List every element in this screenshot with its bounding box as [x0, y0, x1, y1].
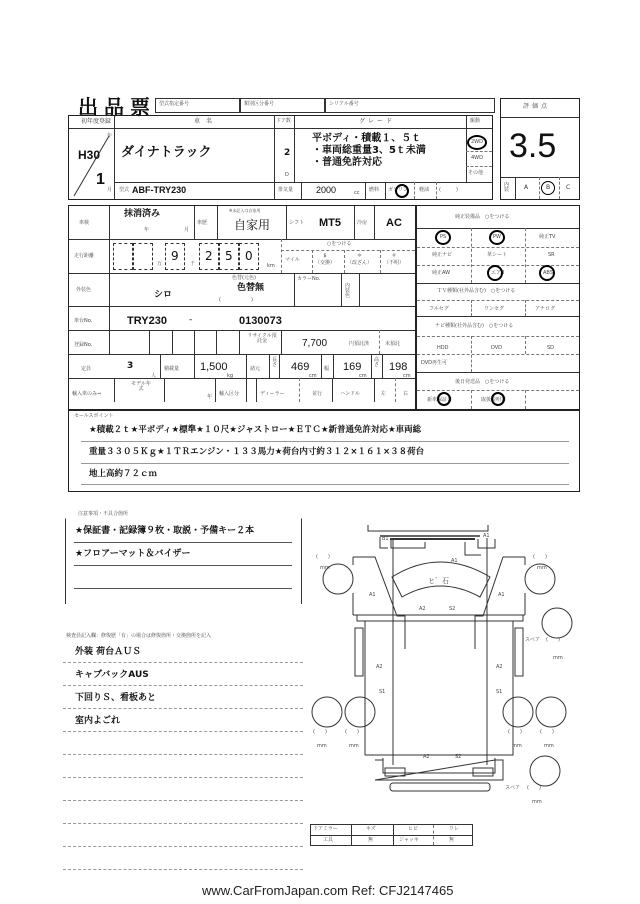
import-parallel: 並行 [312, 391, 323, 397]
mark-a1-top: A1 [483, 533, 490, 539]
inspector-line-4: 室内よごれ [75, 716, 121, 726]
shift-value: MT5 [319, 217, 341, 229]
chassis-label: 車台No. [74, 318, 93, 324]
jack-label: ジャッキ [399, 837, 419, 843]
spare-front-label: スペア [525, 637, 541, 643]
navi-dvd: DVD [491, 345, 503, 351]
interior-a: A [524, 184, 529, 191]
vehicle-details-block [68, 205, 416, 410]
serial-number-label: シリアル番号 [329, 101, 359, 107]
color-change-value: 色替無 [237, 283, 265, 293]
tire-fr-mm: mm [537, 565, 547, 571]
equip-navi: 純正ナビ [432, 252, 453, 258]
mark-s1-right: S1 [496, 689, 503, 695]
mark-s2-rear: S2 [455, 754, 462, 760]
mark-a2-rear: A2 [423, 754, 430, 760]
recycle-deposited: 円預託済 [349, 341, 370, 347]
fuel-paren: ( ) [439, 187, 458, 193]
inspection-value: 抹消済み [124, 209, 161, 219]
interior-color-label: 内装色 [345, 283, 351, 299]
footer-ref: www.CarFromJapan.com Ref: CFJ2147465 [202, 883, 454, 898]
interior-b-circle [541, 181, 555, 195]
navi-hdd: HDD [437, 345, 449, 351]
form-title: 出品票 [78, 95, 156, 119]
mark-a1-hood: A1 [451, 558, 458, 564]
chassis-number: 0130073 [239, 315, 282, 327]
later-warranty: 新車保証書 [427, 397, 453, 403]
tools-table [310, 824, 473, 846]
color-value: シロ [154, 290, 173, 300]
score-box [500, 98, 580, 200]
mileage-unit: km [267, 263, 275, 269]
interior-b: B [546, 184, 551, 191]
tire-rr1-bracket: ( ) [508, 729, 522, 735]
dims-width-label: 幅 [324, 366, 330, 372]
recycle-label: リサイクル預託金 [247, 333, 277, 344]
mileage-digit-box-1 [113, 243, 133, 270]
mileage-sen: 千 [190, 261, 196, 267]
tire-fr-bracket: ( ) [533, 554, 547, 560]
load-value: 1,500 [200, 361, 228, 373]
mileage-digit-box-2 [133, 243, 153, 270]
mark-windshield: ヒ゛石 [428, 577, 449, 585]
equip-sr: SR [548, 252, 555, 258]
spare-front-bracket: ( ) [546, 637, 560, 643]
equipment-block [416, 205, 580, 410]
recycle-not-deposited: 未預託 [385, 341, 401, 347]
inspection-year-unit: 年 [144, 227, 150, 233]
dims-length-unit: cm [309, 373, 317, 379]
doors-unit: D [285, 172, 289, 178]
handle-left: 左 [381, 391, 387, 397]
navi-dvd-play: DVD再生可 [421, 360, 448, 366]
car-name-label: 車 名 [194, 118, 213, 125]
import-dealer: ディーラー [260, 391, 285, 397]
inspector-line-1: 外装 荷台ＡＵＳ [75, 647, 142, 657]
equip-ps: PS [440, 234, 447, 240]
grade-line-3: ・普通免許対応 [312, 157, 382, 168]
later-manual-circle [491, 392, 505, 406]
car-name-value: ダイナトラック [121, 145, 212, 160]
model-value: ABF-TRY230 [132, 185, 187, 195]
break-header: ワレ [449, 826, 460, 832]
chassis-dash: - [189, 315, 193, 325]
dims-height: 198 [389, 361, 408, 373]
usage-label: 車歴 [197, 220, 208, 226]
dims-width-unit: cm [359, 373, 367, 379]
tire-rl1-bracket: ( ) [313, 729, 327, 735]
sales-point-line-2: 重量３３０５Ｋｇ★１ＴＲエンジン・１３３馬力★荷台内寸約３１２×１６１×３８荷台 [89, 447, 425, 457]
spare-rear-mm: mm [532, 799, 542, 805]
month-unit: 月 [107, 187, 113, 193]
sales-points-block [68, 410, 580, 492]
dims-width: 169 [343, 361, 362, 373]
tire-rl1-mm: mm [317, 743, 327, 749]
mark-a2-front: A2 [419, 606, 426, 612]
type-cert-label: 型式指定番号 [159, 101, 190, 107]
import-class-label: 輸入区分 [219, 391, 240, 397]
mark-b1: B1 [382, 536, 389, 542]
dims-height-label: 高さ [374, 357, 380, 368]
grade-line-1: 平ボディ・積載１、５ｔ [312, 133, 422, 144]
handle-label: ハンドル [340, 391, 361, 397]
load-unit: kg [227, 373, 234, 379]
color-paren: ( ) [219, 297, 253, 303]
later-header: 後日発送品 ○をつける [455, 379, 510, 385]
mileage-digit-box-5: 5 [219, 243, 239, 270]
dims-length-label: 長さ [272, 357, 278, 368]
drive-label: 駆動 [470, 118, 481, 124]
equip-pw: PW [493, 234, 501, 240]
drive-2wd: 2WD [471, 139, 483, 145]
mark-s2-front: S2 [449, 606, 456, 612]
equip-abs-circle [539, 265, 555, 281]
inspector-line-2: キャブバックAUS [75, 670, 149, 680]
drive-4wd: 4WD [471, 155, 483, 161]
vehicle-header-block [68, 115, 493, 200]
later-warranty-circle [437, 392, 451, 406]
serial-number-field [325, 98, 495, 113]
scratch-header: キズ [366, 826, 376, 832]
mileage-flag-tampered: ＊ （改ざん） [347, 253, 373, 266]
sales-point-line-3: 地上高約７２ｃｍ [89, 469, 158, 479]
fuel-label: 燃料 [369, 187, 380, 193]
mileage-digit-box-3: 9 [165, 243, 185, 270]
spare-rear-label: スペア [505, 785, 521, 791]
doors-value: 2 [284, 148, 291, 158]
score-value: 3.5 [509, 127, 557, 165]
crack-header: ヒビ [408, 826, 419, 832]
tire-rr1-mm: mm [512, 743, 522, 749]
dims-length: 469 [291, 361, 310, 373]
tire-rr2-bracket: ( ) [540, 729, 554, 735]
navi-sd: SD [547, 345, 555, 351]
score-label: 評価点 [523, 103, 551, 110]
tv-header: ＴＶ種類(社外品含む) ○をつける [437, 288, 516, 294]
usage-note: ※未記入は自家用 [229, 208, 261, 213]
equip-pw-circle [489, 230, 505, 245]
mileage-label: 走行距離 [74, 253, 95, 259]
recycle-value: 7,700 [302, 338, 328, 349]
capacity-label: 定員 [81, 366, 92, 372]
displacement-value: 2000 [316, 185, 337, 195]
ac-value: AC [386, 217, 402, 229]
usage-value: 自家用 [234, 218, 271, 232]
tire-fl-bracket: ( ) [316, 554, 330, 560]
tv-analog: アナログ [535, 306, 556, 312]
import-year-unit: 年 [207, 394, 213, 400]
spare-front-mm: mm [553, 655, 563, 661]
interior-c: C [566, 184, 571, 191]
equip-airbag: エアB [491, 270, 505, 276]
ac-label: 冷房 [357, 220, 368, 226]
tv-fullseg: フルセグ [429, 306, 449, 312]
color-label: 外装色 [76, 287, 92, 293]
mark-a2-left: A2 [376, 664, 383, 670]
capacity-unit: 人 [151, 373, 157, 379]
tools-value: 無 [368, 837, 374, 843]
fuel-gasoline-circle [395, 184, 409, 198]
equip-abs: ABS [543, 270, 553, 276]
color-change-label: 色替(元色) [232, 275, 256, 281]
first-reg-year: H30 [78, 148, 101, 162]
capacity-value: 3 [127, 361, 134, 371]
fuel-diesel: 軽油 [419, 187, 430, 193]
chassis-model: TRY230 [127, 315, 167, 327]
tire-rl2-bracket: ( ) [345, 729, 359, 735]
mileage-man: 万 [157, 261, 163, 267]
drive-2wd-circle [467, 135, 487, 150]
equip-airbag-circle [487, 265, 503, 281]
spare-rear-bracket: ( ) [527, 785, 541, 791]
damage-diagram [305, 525, 575, 815]
color-no-label: カラーNo. [297, 276, 321, 282]
mileage-flag-exchange: $ （交換） [315, 253, 336, 266]
equip-leather: 革シート [487, 252, 508, 258]
tv-oneseg: ワンセグ [484, 306, 505, 312]
notes-line-2: ★フロアーマット＆バイザー [75, 549, 191, 559]
displacement-unit: cc [354, 190, 360, 196]
mark-a1-right: A1 [498, 592, 505, 598]
interior-label: 内装 [504, 182, 510, 193]
sales-point-line-1: ★積載２ｔ★平ボディ★標準★１０尺★ジャストロー★ＥＴＣ★新普通免許対応★車両総 [89, 425, 422, 435]
mileage-flag-mile: マイル [285, 257, 300, 263]
displacement-label: 排気量 [278, 187, 294, 193]
year-unit: 年 [107, 133, 113, 139]
equip-aw: 純正AW [432, 270, 451, 276]
equip-tv: 純正TV [539, 234, 556, 240]
load-label: 積載量 [164, 366, 180, 372]
inspector-label: 検査員記入欄：修復歴「有」の場合は修復箇所・交換箇所を記入 [66, 633, 212, 639]
tools-label: 工具 [323, 837, 334, 843]
inspection-label: 車検 [79, 220, 90, 226]
sales-points-label: セールスポイント [74, 413, 114, 419]
tire-rl2-mm: mm [349, 743, 359, 749]
notes-line-1: ★保証書・記録簿９枚・取説・予備キー２本 [75, 526, 255, 536]
model-label: 型式 [119, 187, 130, 193]
shift-label: シフト [289, 220, 305, 226]
grade-label: グレード [359, 118, 396, 125]
inspection-month-unit: 月 [184, 227, 190, 233]
dims-height-unit: cm [403, 373, 411, 379]
registration-label: 登録No. [74, 342, 93, 348]
import-label: 輸入車のみ⇒ [72, 391, 102, 397]
doors-label: ドア数 [276, 118, 291, 124]
mirror-header: ドアミラー [313, 826, 338, 832]
inspector-line-3: 下回りＳ、看板あと [75, 693, 157, 703]
mileage-digit-box-4: 2 [199, 243, 219, 270]
fuel-gasoline: ガソリン [388, 187, 409, 193]
mileage-digit-box-6: 0 [239, 243, 259, 270]
equipment-header: 純正装備品 ○をつける [455, 214, 510, 220]
mark-s1-left: S1 [379, 689, 386, 695]
tire-fl-mm: mm [320, 565, 330, 571]
tire-rr2-mm: mm [544, 743, 554, 749]
equip-ps-circle [435, 230, 451, 245]
first-reg-label: 初年度登録 [81, 118, 112, 125]
mileage-flag-unknown: ＃ （不明） [384, 253, 405, 266]
class-number-label: 類別区分番号 [244, 101, 275, 107]
mark-a1-left: A1 [369, 592, 376, 598]
drive-other: その他 [468, 170, 484, 176]
later-manual: 取扱説明書 [481, 397, 507, 403]
navi-header: ナビ種類(社外品含む) ○をつける [435, 323, 514, 329]
import-model-year-label: モデル年式 [131, 381, 151, 392]
first-reg-month: 1 [96, 171, 105, 188]
mileage-flags-header: ○をつける [327, 241, 352, 247]
type-cert-field [155, 98, 240, 113]
jack-value: 無 [449, 837, 455, 843]
mark-a2-right: A2 [496, 664, 503, 670]
class-number-field [240, 98, 325, 113]
grade-line-2: ・車両総重量3、5ｔ未満 [312, 145, 426, 156]
handle-right: 右 [403, 391, 409, 397]
dims-label: 諸元 [250, 366, 261, 372]
notes-label: 注意事項・不具合箇所 [78, 511, 129, 517]
